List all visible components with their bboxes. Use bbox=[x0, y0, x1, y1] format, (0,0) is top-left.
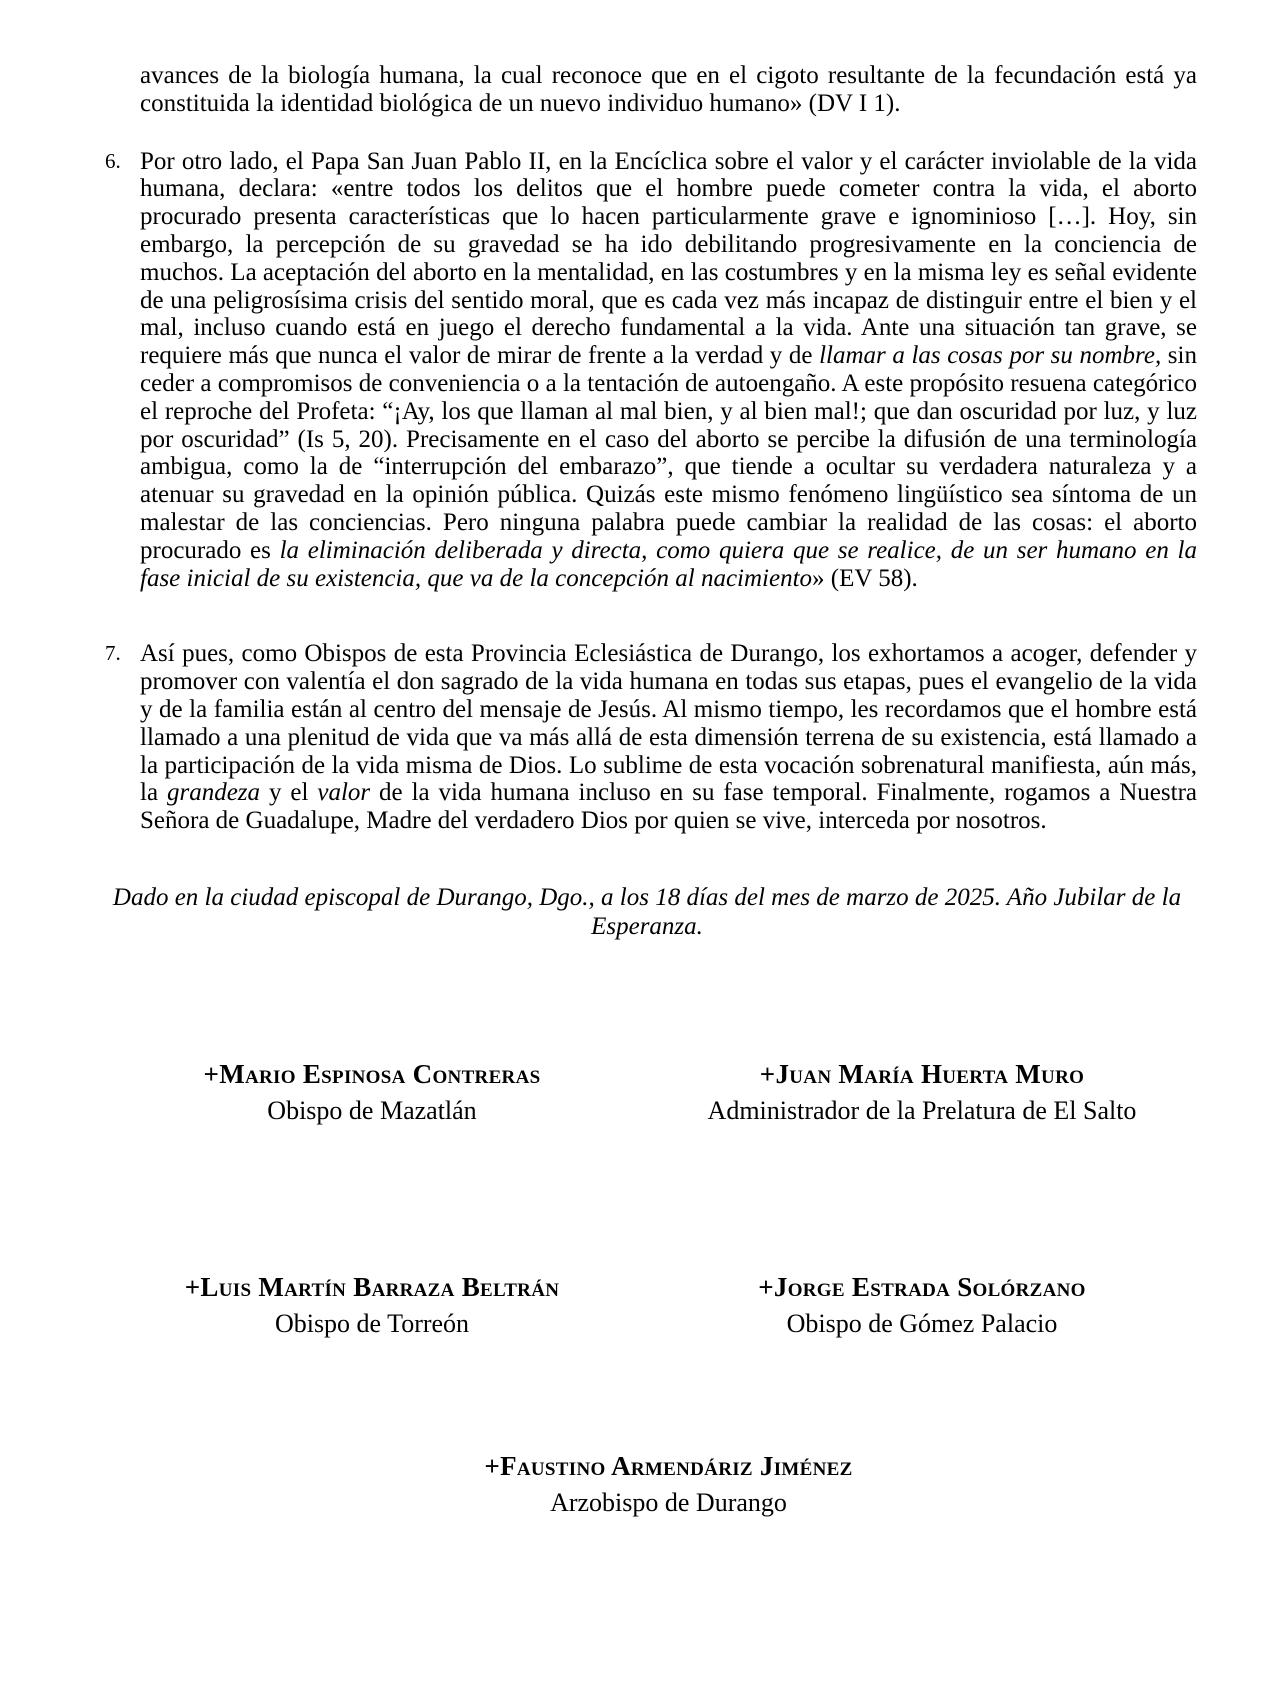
numbered-paragraph-6 bbox=[97, 148, 1197, 593]
signature-mario-espinosa-contreras bbox=[97, 1059, 647, 1126]
signature-title: Obispo de Gómez Palacio bbox=[786, 1308, 1058, 1338]
signature-title: Arzobispo de Durango bbox=[550, 1487, 787, 1517]
signature-name: +Faustino Armendáriz Jiménez bbox=[484, 1450, 853, 1481]
signature-faustino-armendariz-jimenez bbox=[404, 1451, 933, 1518]
signature-row-1 bbox=[97, 1059, 1197, 1126]
paragraph-7-text: Así pues, como Obispos de esta Provincia Eclesiástica de Durango, los exhortamos a acoger, defender y promover con valentía el don sagrado de la vida humana en todas sus etapas, pues el evangelio de la vida y de la familia están al centro del mensaje de Jesús. Al mismo tiempo, les recordamos que el hombre está llamado a una plenitud de vida que va más allá de esta dimensión terrena de su existencia, está llamado a la participación de la vida misma de Dios. Lo sublime de esta vocación sobrenatural manifiesta, aún más, la grandeza y el valor de la vida humana incluso en su fase temporal. Finalmente, rogamos a Nuestra Señora de Guadalupe, Madre del verdadero Dios por quien se vive, interceda por nosotros. bbox=[140, 640, 1197, 835]
signature-title: Obispo de Torreón bbox=[274, 1308, 470, 1338]
signature-row-2 bbox=[97, 1272, 1197, 1339]
signature-name: +Jorge Estrada Solórzano bbox=[758, 1271, 1086, 1302]
paragraph-number-7: 7. bbox=[105, 641, 121, 666]
signature-title: Administrador de la Prelatura de El Salto bbox=[707, 1095, 1137, 1125]
paragraph-number-6: 6. bbox=[105, 148, 121, 173]
signature-name: +Luis Martín Barraza Beltrán bbox=[184, 1271, 560, 1302]
signature-luis-martin-barraza-beltran bbox=[97, 1272, 647, 1339]
signature-row-3 bbox=[140, 1451, 1197, 1518]
signature-juan-maria-huerta-muro bbox=[647, 1059, 1197, 1126]
numbered-paragraph-7 bbox=[97, 640, 1197, 835]
intro-fragment-paragraph: avances de la biología humana, la cual reconoce que en el cigoto resultante de la fecundación está ya constituida la identidad biológica de un nuevo individuo humano» (DV I 1). bbox=[140, 62, 1197, 117]
signature-title: Obispo de Mazatlán bbox=[267, 1095, 477, 1125]
signature-name: +Juan María Huerta Muro bbox=[759, 1058, 1085, 1089]
signature-jorge-estrada-solorzano bbox=[647, 1272, 1197, 1339]
paragraph-6-text: Por otro lado, el Papa San Juan Pablo II, en la Encíclica sobre el valor y el carácter inviolable de la vida humana, declara: «entre todos los delitos que el hombre puede cometer contra la vida, el aborto procurado presenta características que lo hacen particularmente grave e ignominioso […]. Hoy, sin embargo, la percepción de su gravedad se ha ido debilitando progresivamente en la conciencia de muchos. La aceptación del aborto en la mentalidad, en las costumbres y en la misma ley es señal evidente de una peligrosísima crisis del sentido moral, que es cada vez más incapaz de distinguir entre el bien y el mal, incluso cuando está en juego el derecho fundamental a la vida. Ante una situación tan grave, se requiere más que nunca el valor de mirar de frente a la verdad y de llamar a las cosas por su nombre, sin ceder a compromisos de conveniencia o a la tentación de autoengaño. A este propósito resuena categórico el reproche del Profeta: “¡Ay, los que llaman al mal bien, y al bien mal!; que dan oscuridad por luz, y luz por oscuridad” (Is 5, 20). Precisamente en el caso del aborto se percibe la difusión de una terminología ambigua, como la de “interrupción del embarazo”, que tiende a ocultar su verdadera naturaleza y a atenuar su gravedad en la opinión pública. Quizás este mismo fenómeno lingüístico sea síntoma de un malestar de las conciencias. Pero ninguna palabra puede cambiar la realidad de las cosas: el aborto procurado es la eliminación deliberada y directa, como quiera que se realice, de un ser humano en la fase inicial de su existencia, que va de la concepción al nacimiento» (EV 58). bbox=[140, 147, 1197, 592]
dateline: Dado en la ciudad episcopal de Durango, Dgo., a los 18 días del mes de marzo de 2025. Año Jubilar de la Esperanza. bbox=[112, 883, 1182, 940]
signature-name: +Mario Espinosa Contreras bbox=[203, 1058, 541, 1089]
